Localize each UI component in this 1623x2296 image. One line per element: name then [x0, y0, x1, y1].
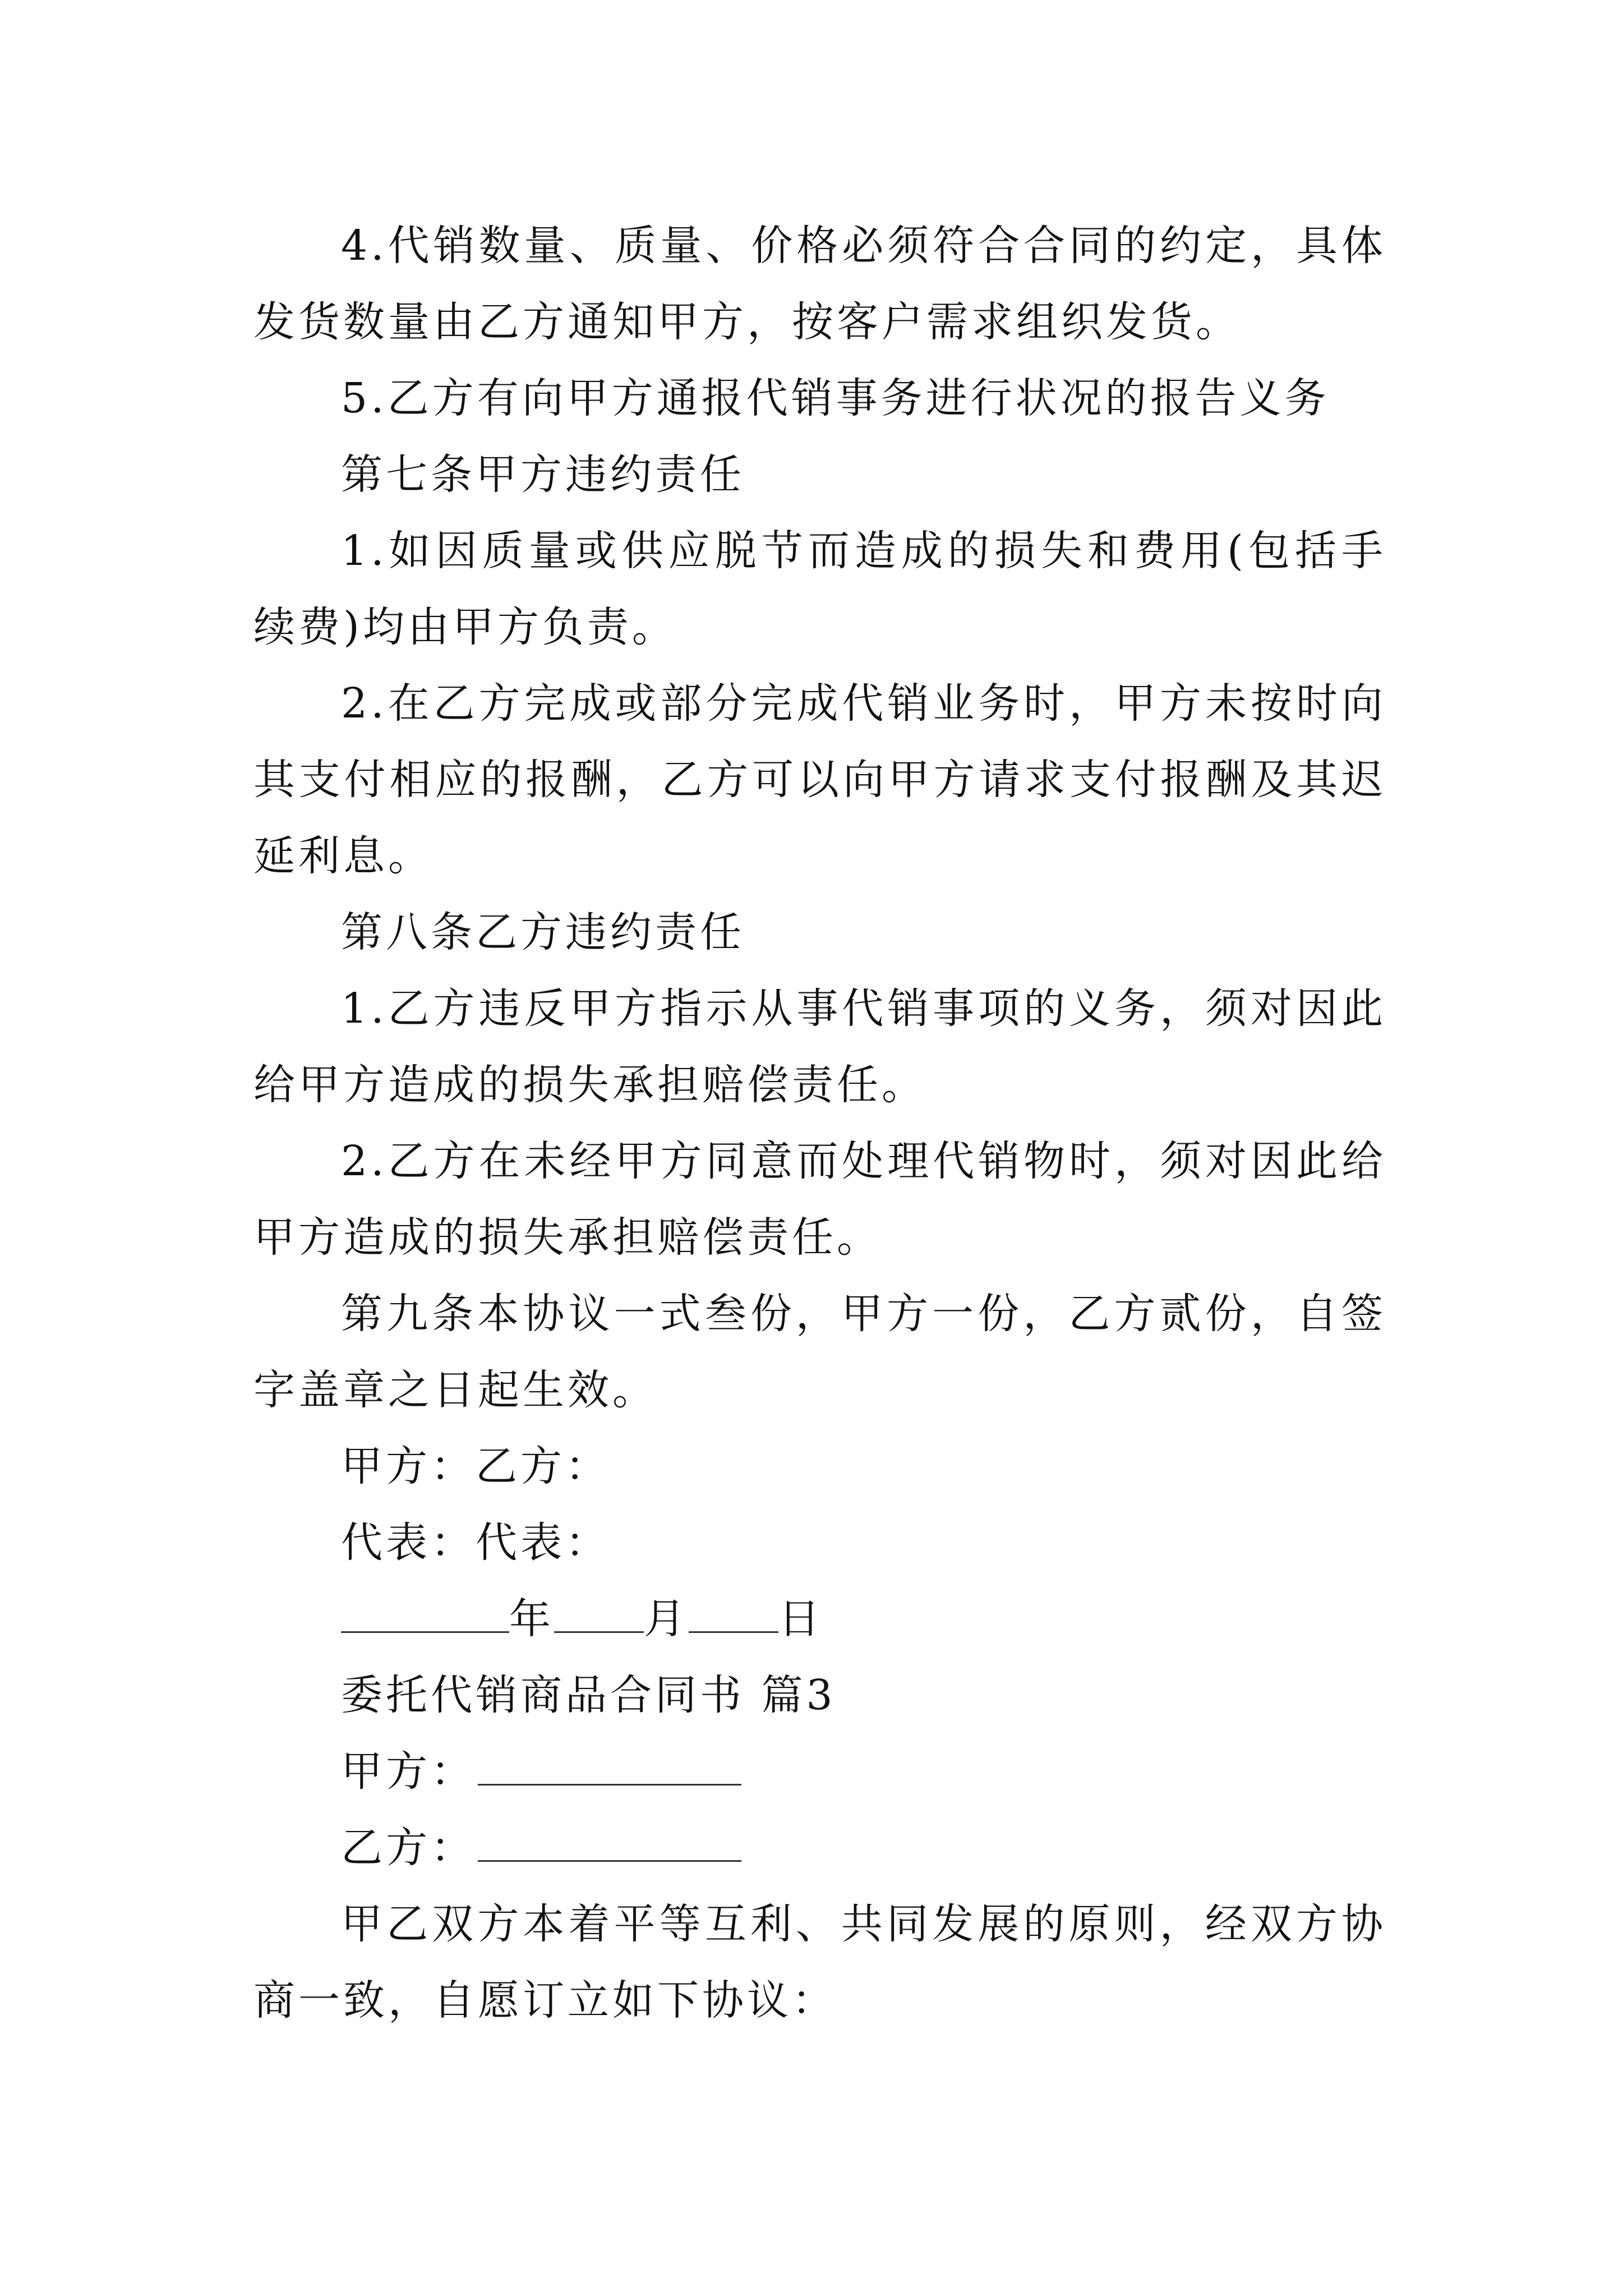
signature-parties-line: 甲方：乙方：	[341, 1442, 610, 1490]
paragraph-eight-item-1: 1.乙方违反甲方指示从事代销事项的义务，须对因此给甲方造成的损失承担赔偿责任。	[253, 984, 1386, 1109]
paragraph-seven-item-1: 1.如因质量或供应脱节而造成的损失和费用(包括手续费)均由甲方负责。	[253, 527, 1386, 651]
article-seven-heading: 第七条甲方违约责任	[341, 450, 745, 499]
party-a-line	[253, 1733, 1386, 1810]
day-blank	[689, 1598, 778, 1633]
party-b-line	[253, 1810, 1386, 1886]
paragraph-report-obligation: 5.乙方有向甲方通报代销事务进行状况的报告义务	[341, 374, 1330, 422]
document-body	[253, 208, 1386, 2039]
month-label: 月	[644, 1595, 689, 1643]
party-b-blank	[478, 1826, 741, 1862]
year-label: 年	[509, 1595, 554, 1643]
month-blank	[554, 1598, 644, 1633]
party-b-label: 乙方：	[341, 1824, 476, 1872]
signature-representatives-line: 代表：代表：	[341, 1519, 610, 1567]
paragraph-quantity-clause: 4.代销数量、质量、价格必须符合合同的约定，具体发货数量由乙方通知甲方，按客户需求组织发货。	[253, 222, 1386, 346]
section-title: 委托代销商品合同书 篇3	[341, 1671, 836, 1719]
party-a-blank	[478, 1750, 741, 1786]
paragraph-eight-item-2: 2.乙方在未经甲方同意而处理代销物时，须对因此给甲方造成的损失承担赔偿责任。	[253, 1137, 1386, 1262]
day-label: 日	[778, 1595, 823, 1643]
year-blank	[341, 1598, 509, 1633]
article-eight-heading: 第八条乙方违约责任	[341, 908, 745, 956]
party-a-label: 甲方：	[341, 1747, 476, 1796]
date-line	[253, 1581, 1386, 1657]
closing-paragraph: 甲乙双方本着平等互利、共同发展的原则，经双方协商一致，自愿订立如下协议：	[253, 1900, 1386, 2024]
paragraph-seven-item-2: 2.在乙方完成或部分完成代销业务时，甲方未按时向其支付相应的报酬，乙方可以向甲方请求支付报酬及其迟延利息。	[253, 679, 1386, 880]
article-nine-paragraph: 第九条本协议一式叁份，甲方一份，乙方贰份，自签字盖章之日起生效。	[253, 1290, 1386, 1414]
